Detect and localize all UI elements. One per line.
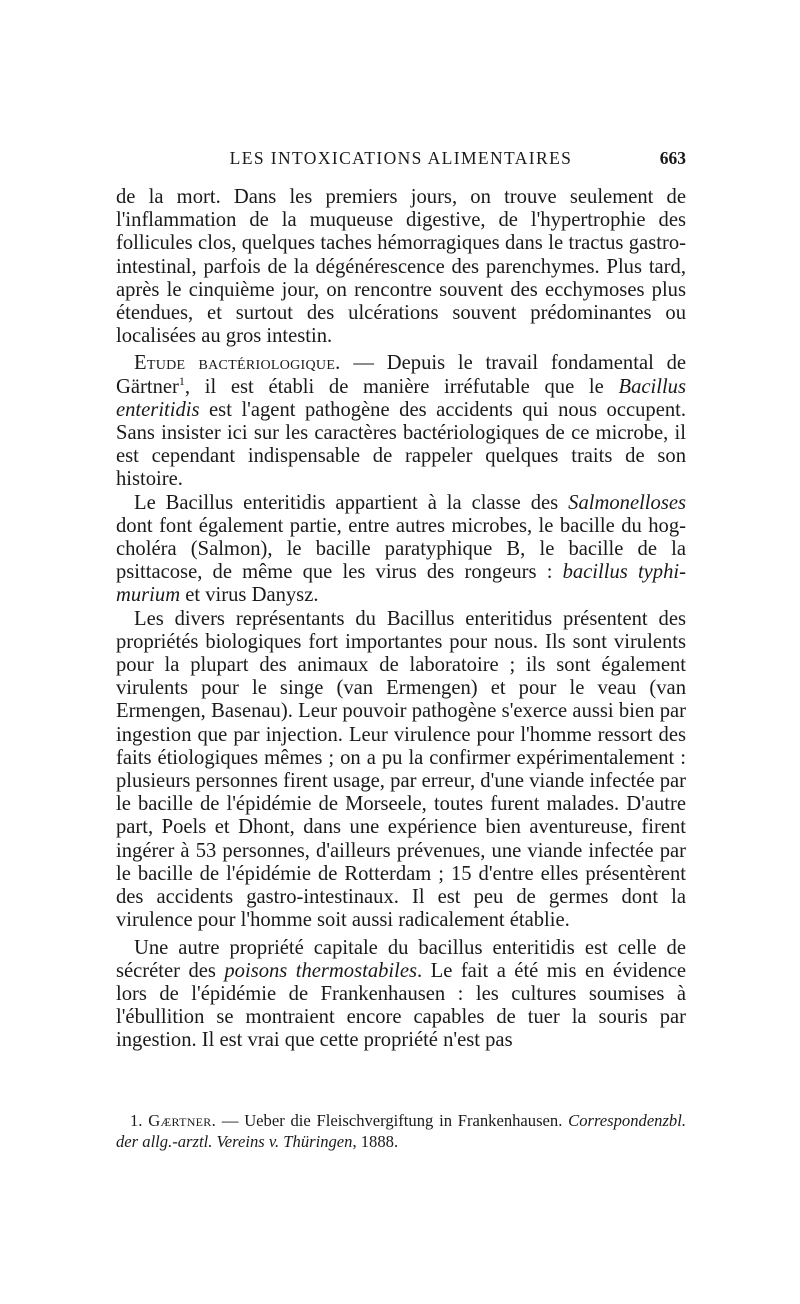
paragraph-text: est l'agent pathogène des accidents qui nous occupent. Sans insister ici sur les caractères bactériologiques de ce microbe, il est cependant indispensable de rappeler quelques traits de son histoire. — [116, 398, 686, 491]
paragraph-virulence: Les divers représentants du Bacillus enteritidus présentent des propriétés biologiques fort importantes pour nous. Ils sont virulents pour la plupart des animaux de laboratoire ; ils sont également virulents pour le singe (van Ermengen) et pour le veau (van Ermengen, Basenau). Leur pouvoir pathogène s'exerce aussi bien par ingestion que par injection. Leur virulence pour l'homme ressort des faits étiologiques mêmes ; on a pu la confirmer expérimentalement : plusieurs personnes firent usage, par erreur, d'une viande infectée par le bacille de l'épidémie de Morseele, toutes furent malades. D'autre part, Poels et Dhont, dans une expérience bien aventureuse, firent ingérer à 53 personnes, d'ailleurs prévenues, une viande infectée par le bacille de l'épidémie de Rotterdam ; 15 d'entre elles présentèrent des accidents gastro-intestinaux. Il est peu de germes dont la virulence pour l'homme soit aussi radicalement établie. — [116, 607, 686, 932]
species-name: Bacillus enteritidis — [116, 375, 686, 421]
species-name: bacillus typhi-murium — [116, 561, 686, 607]
running-title: LES INTOXICATIONS ALIMENTAIRES — [229, 148, 573, 168]
paragraph-classification — [116, 492, 686, 608]
footnote-year: , 1888. — [352, 1132, 399, 1151]
footnote-journal: Correspondenzbl. der allg.-arztl. Vereins v. Thüringen — [116, 1111, 686, 1151]
page-number: 663 — [659, 148, 686, 168]
taxon-name: Salmonelloses — [568, 491, 686, 514]
page-header — [116, 148, 686, 174]
paragraph-text: — Depuis le travail fondamental de Gärtner — [116, 352, 687, 398]
term-italic: poisons thermostabiles — [224, 959, 418, 982]
paragraph-text: . Le fait a été mis en évidence lors de l'épidémie de Frankenhausen : les cultures soumises à l'ébullition se montraient encore capables de tuer la souris par ingestion. Il est vrai que cette propriété n'est pas — [116, 959, 687, 1052]
footnote-number: 1. — [130, 1111, 143, 1130]
section-heading: Etude bactériologique. — [134, 352, 341, 375]
paragraph-pathology: de la mort. Dans les premiers jours, on trouve seulement de l'inflammation de la muqueuse digestive, de l'hypertrophie des follicules clos, quelques taches hémorragiques dans le tractus gastro-intestinal, parfois de la dégénérescence des parenchymes. Plus tard, après le cinquième jour, on rencontre souvent des ecchymoses plus étendues, et surtout des ulcérations souvent prédominantes ou localisées au gros intestin. — [116, 186, 686, 348]
paragraph-bacteriology — [116, 352, 686, 491]
paragraph-text: et virus Danysz. — [180, 584, 319, 607]
paragraph-toxins — [116, 937, 686, 1053]
body-text — [116, 186, 686, 1053]
paragraph-text: , il est établi de manière irréfutable que le — [184, 375, 619, 398]
paragraph-text: Le Bacillus enteritidis appartient à la classe des — [134, 491, 569, 514]
paragraph-text: dont font également partie, entre autres microbes, le bacille du hog-choléra (Salmon), le bacille paratyphique B, le bacille de la psittacose, de même que les virus des rongeurs : — [116, 514, 686, 584]
paragraph-text: Une autre propriété capitale du bacillus enteritidis est celle de sécréter des — [116, 936, 686, 982]
footnote-author: Gærtner. — [148, 1111, 217, 1130]
footnote-text: — Ueber die Fleischvergiftung in Frankenhausen. — [216, 1111, 569, 1130]
footnote-ref: 1 — [178, 373, 185, 388]
footnote — [116, 1110, 686, 1152]
